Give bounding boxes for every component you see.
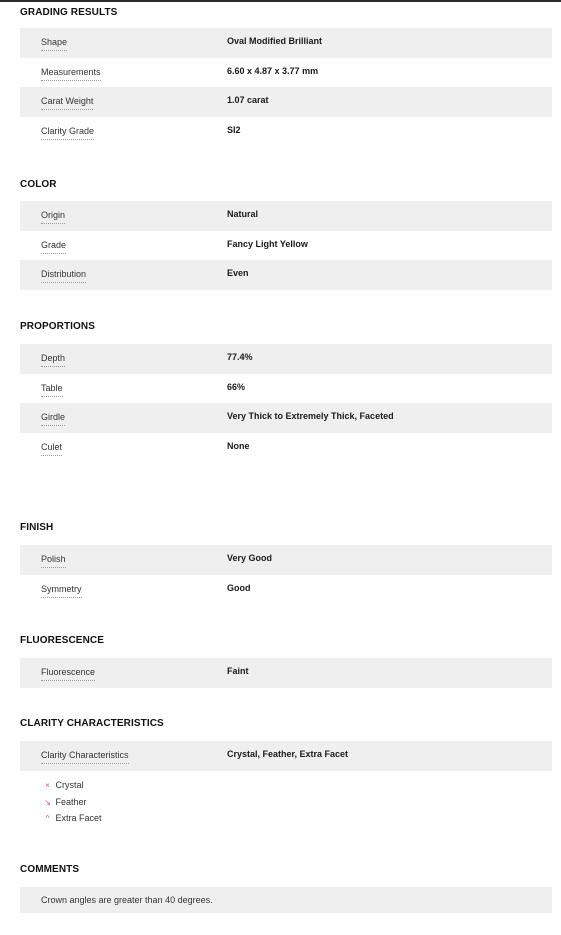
value-culet: None — [227, 440, 250, 451]
value-shape: Oval Modified Brilliant — [227, 36, 323, 46]
label-grade[interactable]: Grade — [41, 240, 66, 254]
fluorescence-section — [20, 634, 552, 688]
legend-item-crystal — [43, 777, 243, 794]
row-polish — [20, 545, 552, 575]
label-depth[interactable]: Depth — [41, 353, 65, 367]
label-fluorescence[interactable]: Fluorescence — [41, 667, 95, 681]
value-clarity-grade: SI2 — [227, 124, 241, 135]
row-clarity-grade — [20, 117, 552, 147]
comment-text: Crown angles are greater than 40 degrees. — [41, 895, 213, 905]
label-table[interactable]: Table — [41, 383, 63, 397]
finish-rows — [20, 545, 552, 604]
value-distribution: Even — [227, 268, 249, 278]
row-culet — [20, 433, 552, 463]
proportions-section — [20, 320, 552, 462]
value-depth: 77.4% — [227, 352, 253, 362]
row-clarity-characteristics — [20, 741, 552, 771]
label-clarity-grade[interactable]: Clarity Grade — [41, 126, 94, 140]
grading-rows — [20, 28, 552, 146]
legend-label: Feather — [55, 796, 87, 807]
row-girdle — [20, 403, 552, 433]
label-measurements[interactable]: Measurements — [41, 67, 101, 81]
finish-section — [20, 521, 552, 604]
row-depth — [20, 344, 552, 374]
row-table — [20, 374, 552, 404]
label-culet[interactable]: Culet — [41, 442, 62, 456]
row-fluorescence — [20, 658, 552, 688]
section-title: FLUORESCENCE — [20, 635, 104, 646]
section-title: FINISH — [20, 522, 54, 533]
legend-item-feather — [43, 794, 243, 811]
feather-symbol-icon: ↘ — [44, 797, 51, 807]
section-title: PROPORTIONS — [20, 321, 95, 332]
row-origin — [20, 201, 552, 231]
color-rows — [20, 201, 552, 290]
fluorescence-rows — [20, 658, 552, 688]
value-clarity-characteristics: Crystal, Feather, Extra Facet — [227, 749, 349, 759]
value-girdle: Very Thick to Extremely Thick, Faceted — [227, 411, 394, 421]
value-fluorescence: Faint — [227, 666, 249, 676]
label-carat-weight[interactable]: Carat Weight — [41, 96, 93, 110]
comment-box — [20, 887, 552, 913]
label-shape[interactable]: Shape — [41, 37, 67, 51]
value-origin: Natural — [227, 209, 259, 219]
extra-facet-symbol-icon: ^ — [45, 814, 50, 823]
crystal-symbol-icon: × — [45, 781, 50, 790]
row-symmetry — [20, 575, 552, 605]
value-carat-weight: 1.07 carat — [227, 95, 269, 105]
clarity-rows — [20, 741, 552, 771]
row-grade — [20, 231, 552, 261]
row-carat-weight — [20, 87, 552, 117]
row-distribution — [20, 260, 552, 290]
value-measurements: 6.60 x 4.87 x 3.77 mm — [227, 65, 319, 76]
clarity-legend — [43, 777, 243, 827]
label-clarity-characteristics[interactable]: Clarity Characteristics — [41, 750, 129, 764]
legend-item-extra-facet — [43, 810, 243, 827]
legend-label: Crystal — [55, 780, 84, 790]
section-title: GRADING RESULTS — [20, 7, 118, 18]
label-origin[interactable]: Origin — [41, 210, 65, 224]
value-table: 66% — [227, 381, 246, 392]
color-section — [20, 178, 552, 290]
value-symmetry: Good — [227, 582, 251, 593]
clarity-characteristics-section — [20, 717, 552, 771]
section-title: COLOR — [20, 179, 57, 190]
value-grade: Fancy Light Yellow — [227, 238, 308, 249]
value-polish: Very Good — [227, 553, 273, 563]
row-shape — [20, 28, 552, 58]
section-title: COMMENTS — [20, 864, 80, 875]
top-rule — [0, 0, 561, 2]
section-title: CLARITY CHARACTERISTICS — [20, 718, 164, 729]
label-girdle[interactable]: Girdle — [41, 412, 65, 426]
label-distribution[interactable]: Distribution — [41, 269, 86, 283]
legend-label: Extra Facet — [55, 813, 102, 823]
proportions-rows — [20, 344, 552, 462]
grading-results-section — [20, 6, 552, 146]
label-symmetry[interactable]: Symmetry — [41, 584, 82, 598]
row-measurements — [20, 58, 552, 88]
label-polish[interactable]: Polish — [41, 554, 66, 568]
comments-section — [20, 863, 552, 913]
